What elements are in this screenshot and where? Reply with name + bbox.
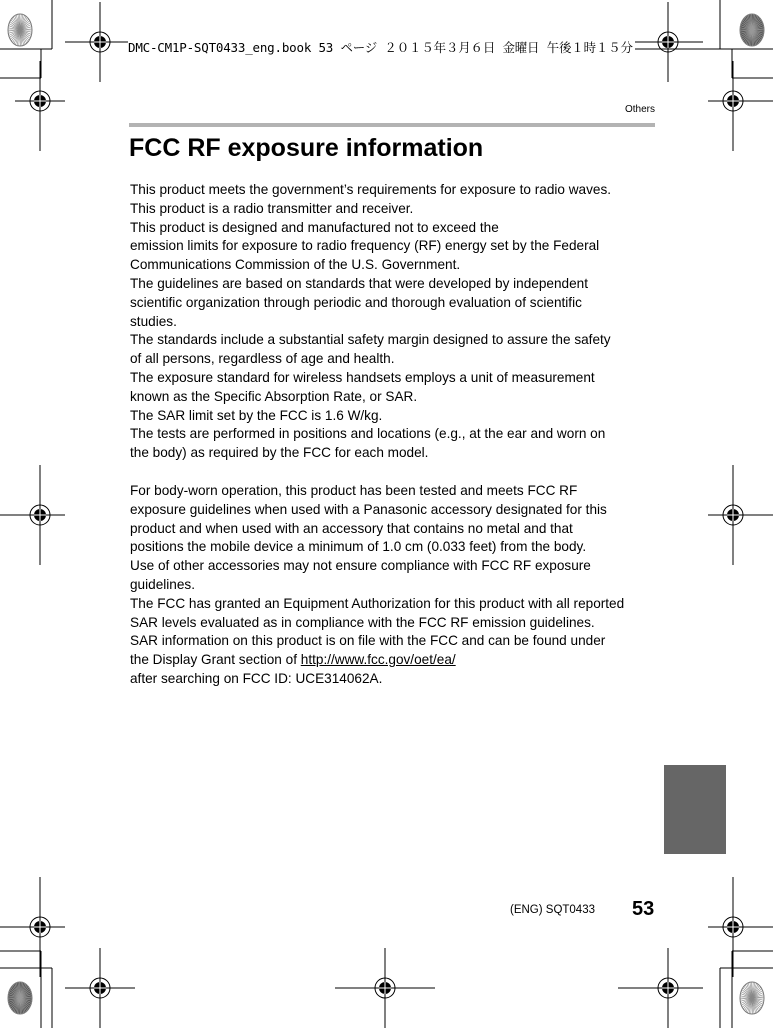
text-line: For body-worn operation, this product has been tested and meets FCC RF: [130, 483, 578, 498]
text-line: The exposure standard for wireless handsets employs a unit of measurement: [130, 369, 595, 385]
text-line: This product is designed and manufactured not to exceed the: [130, 219, 499, 235]
header-rule: [129, 123, 655, 127]
fcc-id-line: after searching on FCC ID: UCE314062A.: [130, 670, 383, 686]
text-line: known as the Specific Absorption Rate, or SAR.: [130, 388, 418, 404]
text-line: The SAR limit set by the FCC is 1.6 W/kg.: [130, 407, 383, 423]
page-number: 53: [632, 898, 655, 920]
text-line: The guidelines are based on standards that were developed by independent: [130, 275, 588, 291]
text-line: scientific organization through periodic and thorough evaluation of scientific: [130, 294, 582, 310]
paragraph-2: [130, 482, 660, 689]
chapter-tab: [664, 765, 726, 854]
text-line: studies.: [130, 313, 177, 329]
text-line: Communications Commission of the U.S. Government.: [130, 257, 461, 273]
text-line: emission limits for exposure to radio frequency (RF) energy set by the Federal: [130, 238, 600, 254]
fcc-link[interactable]: http://www.fcc.gov/oet/ea/: [300, 652, 456, 668]
text-line: This product meets the government’s requirements for exposure to radio waves.: [130, 182, 612, 197]
text-line: The tests are performed in positions and locations (e.g., at the ear and worn on: [130, 426, 606, 442]
text-line: SAR information on this product is on file with the FCC and can be found under: [130, 633, 606, 649]
page-title: FCC RF exposure information: [129, 134, 484, 162]
text-line: the body) as required by the FCC for each model.: [130, 445, 429, 461]
paragraph-1: [130, 181, 660, 463]
text-line: exposure guidelines when used with a Panasonic accessory designated for this: [130, 501, 607, 517]
text-line: This product is a radio transmitter and receiver.: [130, 200, 414, 216]
text-line: guidelines.: [130, 576, 195, 592]
text-line: of all persons, regardless of age and health.: [130, 351, 395, 367]
text-line: SAR levels evaluated as in compliance with the FCC RF emission guidelines.: [130, 614, 595, 630]
text-line: positions the mobile device a minimum of 1.0 cm (0.033 feet) from the body.: [130, 539, 587, 555]
text-line: The standards include a substantial safety margin designed to assure the safety: [130, 332, 611, 348]
text-line: The FCC has granted an Equipment Authorization for this product with all reported: [130, 595, 625, 611]
text-line: Use of other accessories may not ensure compliance with FCC RF exposure: [130, 558, 591, 574]
footer-code: (ENG) SQT0433: [510, 904, 595, 916]
print-file-header: DMC-CM1P-SQT0433_eng.book 53 ページ ２０１５年３月６日 金曜日 午後１時１５分: [128, 40, 633, 55]
grant-prefix: the Display Grant section of: [130, 652, 301, 668]
text-line: product and when used with an accessory that contains no metal and that: [130, 520, 573, 536]
grant-line: [130, 651, 660, 670]
section-label: Others: [624, 104, 655, 115]
